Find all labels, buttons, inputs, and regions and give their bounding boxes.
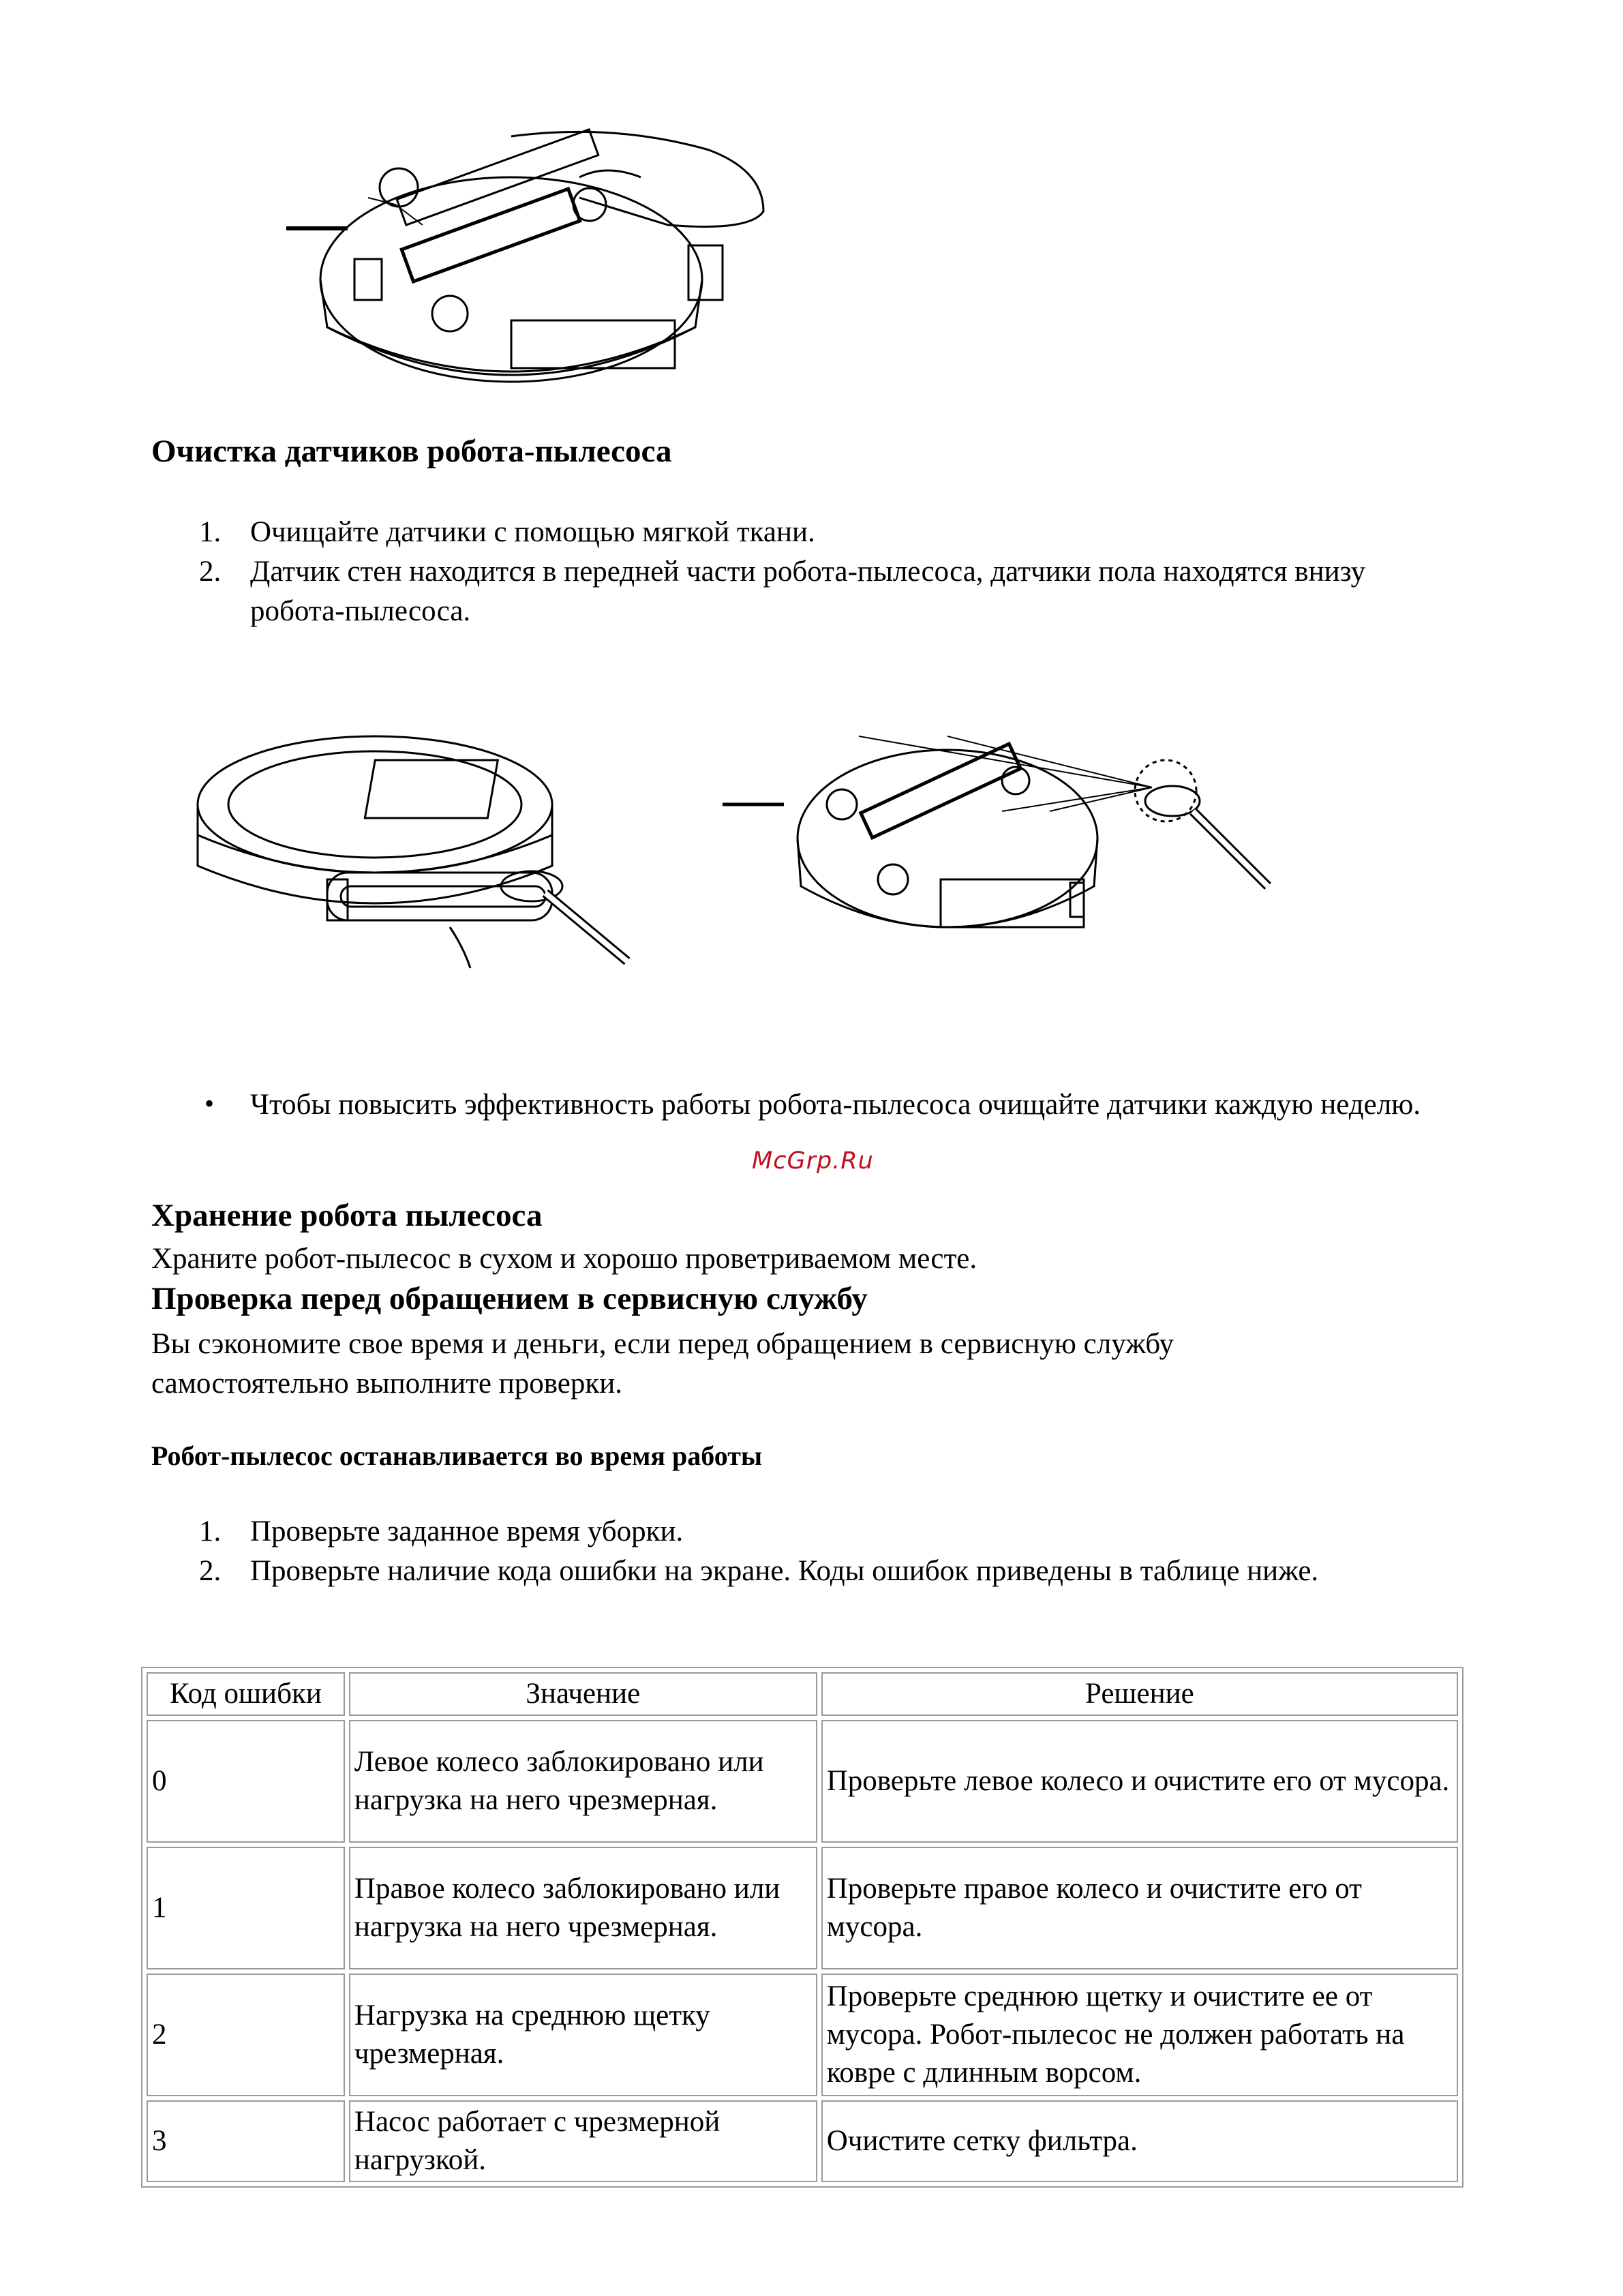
error-codes-table bbox=[141, 1667, 1463, 2188]
sensors-steps-list bbox=[151, 513, 1446, 631]
column-header-solution: Решение bbox=[821, 1672, 1458, 1716]
error-meaning: Левое колесо заблокировано или нагрузка на него чрезмерная. bbox=[349, 1720, 817, 1843]
stops-section-title: Робот-пылесос останавливается во время работы bbox=[151, 1440, 763, 1471]
list-item: 2. Проверьте наличие кода ошибки на экране. Коды ошибок приведены в таблице ниже. bbox=[199, 1555, 1319, 1587]
table-row bbox=[147, 2100, 1458, 2182]
error-code: 0 bbox=[147, 1720, 345, 1843]
column-header-meaning: Значение bbox=[349, 1672, 817, 1716]
list-item: 1. Проверьте заданное время уборки. bbox=[199, 1515, 684, 1547]
list-item: • Чтобы повысить эффективность работы робота-пылесоса очищайте датчики каждую неделю. bbox=[151, 1085, 1446, 1125]
error-solution: Очистите сетку фильтра. bbox=[821, 2100, 1458, 2182]
error-meaning: Насос работает с чрезмерной нагрузкой. bbox=[349, 2100, 817, 2182]
brush-removal-illustration bbox=[286, 123, 777, 409]
storage-section-text: Храните робот-пылесос в сухом и хорошо проветриваемом месте. bbox=[151, 1243, 977, 1275]
service-section-title: Проверка перед обращением в сервисную службу bbox=[151, 1281, 868, 1316]
table-row bbox=[147, 1974, 1458, 2096]
watermark: McGrp.Ru bbox=[752, 1147, 874, 1175]
storage-section-title: Хранение робота пылесоса bbox=[151, 1198, 543, 1233]
error-solution: Проверьте левое колесо и очистите его от мусора. bbox=[821, 1720, 1458, 1843]
error-meaning: Нагрузка на среднюю щетку чрезмерная. bbox=[349, 1974, 817, 2096]
table-header-row bbox=[147, 1672, 1458, 1716]
floor-sensor-cleaning-illustration bbox=[723, 716, 1295, 1002]
error-solution: Проверьте правое колесо и очистите его от мусора. bbox=[821, 1847, 1458, 1969]
error-solution: Проверьте среднюю щетку и очистите ее от мусора. Робот-пылесос не должен работать на ковре с длинным ворсом. bbox=[821, 1974, 1458, 2096]
column-header-code: Код ошибки bbox=[147, 1672, 345, 1716]
service-section-text: Вы сэкономите свое время и деньги, если перед обращением в сервисную службу самостоятельно выполните проверки. bbox=[151, 1328, 1174, 1400]
table-row bbox=[147, 1720, 1458, 1843]
error-code: 3 bbox=[147, 2100, 345, 2182]
list-item: 1. Очищайте датчики с помощью мягкой ткани. bbox=[199, 516, 815, 548]
sensors-section-title: Очистка датчиков робота-пылесоса bbox=[151, 434, 672, 469]
list-item: 2. Датчик стен находится в передней части робота-пылесоса, датчики пола находятся внизу робота-пылесоса. bbox=[199, 556, 1366, 627]
bullet-icon: • bbox=[204, 1088, 215, 1119]
wall-sensor-cleaning-illustration bbox=[177, 723, 668, 995]
table-row bbox=[147, 1847, 1458, 1969]
error-code: 1 bbox=[147, 1847, 345, 1969]
stops-steps-list bbox=[151, 1512, 1446, 1591]
error-code: 2 bbox=[147, 1974, 345, 2096]
sensors-tip-list bbox=[151, 1085, 1446, 1125]
error-meaning: Правое колесо заблокировано или нагрузка на него чрезмерная. bbox=[349, 1847, 817, 1969]
